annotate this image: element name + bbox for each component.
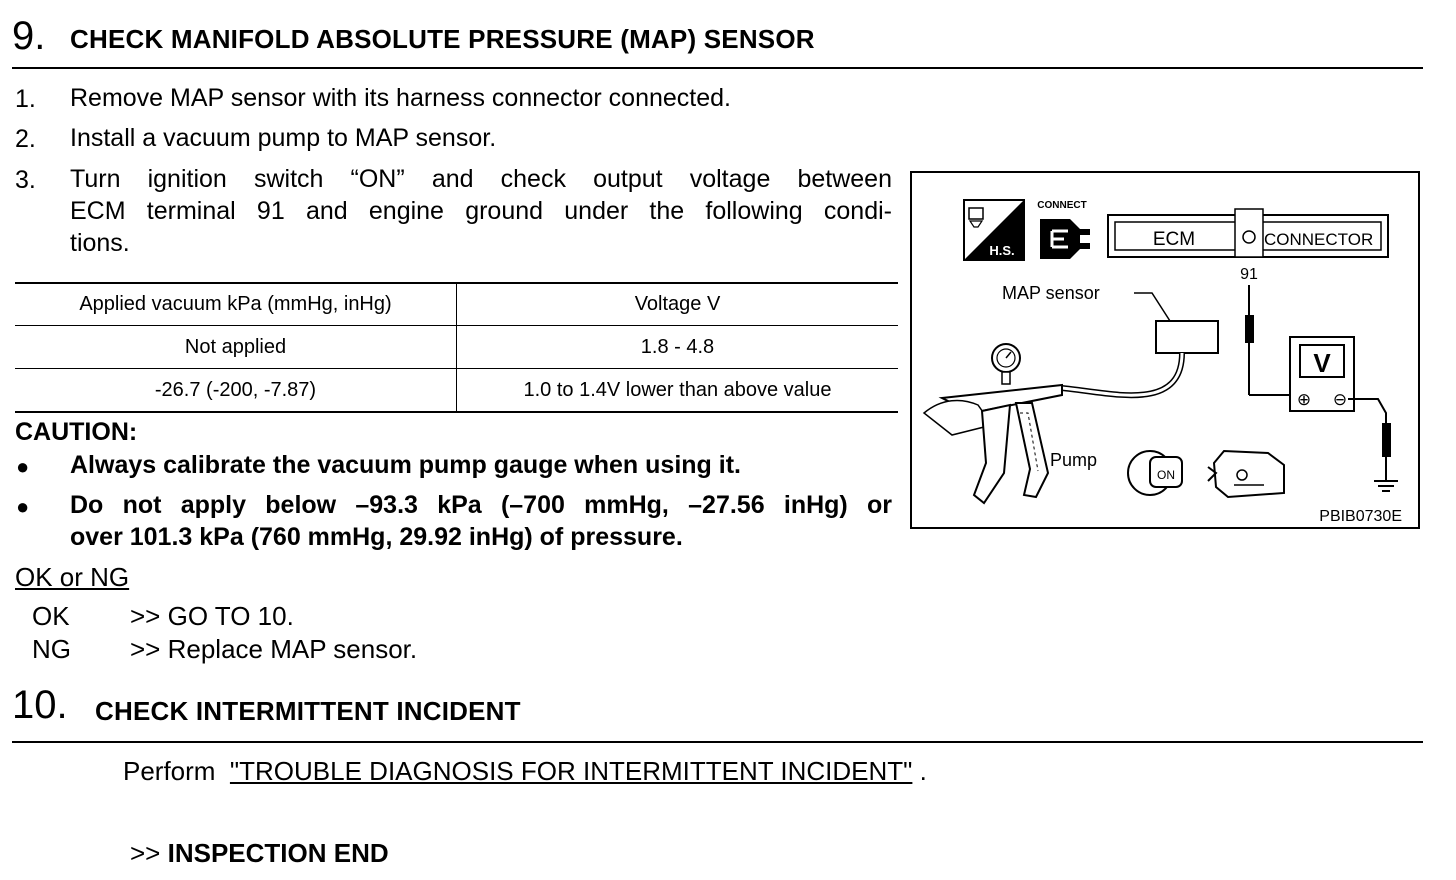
ok-action: >> GO TO 10.	[130, 601, 294, 631]
caution-label: CAUTION:	[15, 418, 138, 446]
item-3-number: 3.	[15, 166, 36, 194]
probe-icon	[1245, 315, 1254, 343]
table-row	[15, 326, 898, 369]
step-9-title: CHECK MANIFOLD ABSOLUTE PRESSURE (MAP) SENSOR	[70, 24, 815, 54]
meter-label: V	[1313, 348, 1331, 378]
ground-icon	[1374, 473, 1398, 491]
ignition-key-icon	[1128, 451, 1182, 495]
ng-action: >> Replace MAP sensor.	[130, 634, 418, 664]
table-cell: Not applied	[15, 326, 457, 369]
item-3-line-2: ECM terminal 91 and engine ground under the following condi-	[70, 197, 892, 225]
leader-line	[1134, 293, 1170, 321]
vacuum-pump-icon	[924, 344, 1062, 503]
ok-ng-heading: OK or NG	[15, 562, 130, 592]
connector-label: CONNECTOR	[1264, 230, 1374, 249]
table-header-voltage: Voltage V	[634, 293, 721, 315]
connect-label: CONNECT	[1037, 200, 1087, 211]
perform-suffix: .	[919, 756, 927, 786]
vacuum-voltage-table	[15, 282, 898, 413]
wiring-diagram	[912, 173, 1418, 527]
inspection-end-arrow: >>	[130, 838, 161, 868]
trouble-diagnosis-link[interactable]: "TROUBLE DIAGNOSIS FOR INTERMITTENT INCIDENT"	[229, 756, 913, 786]
caution-bullet-2-line-1: Do not apply below –93.3 kPa (–700 mmHg, –27.56 inHg) or	[70, 491, 892, 519]
map-sensor-icon	[1156, 321, 1218, 353]
item-3-line-3: tions.	[70, 229, 130, 257]
table-cell: -26.7 (-200, -7.87)	[15, 369, 457, 413]
step-9-number: 9.	[12, 14, 46, 58]
item-2-text: Install a vacuum pump to MAP sensor.	[70, 124, 497, 152]
step-10-number: 10.	[12, 683, 68, 727]
ng-label: NG	[32, 634, 71, 664]
probe-icon	[1382, 423, 1391, 457]
engine-icon	[1208, 451, 1284, 497]
item-3-line-1: Turn ignition switch “ON” and check output voltage between	[70, 165, 892, 193]
figure-code: PBIB0730E	[1319, 508, 1402, 525]
map-sensor-label: MAP sensor	[1002, 283, 1100, 303]
step-9-divider	[12, 67, 1423, 69]
step-10-title: CHECK INTERMITTENT INCIDENT	[95, 696, 521, 726]
hs-label: H.S.	[989, 243, 1015, 258]
table-header-row	[15, 283, 898, 326]
inspection-end-text: INSPECTION END	[167, 838, 389, 868]
key-on-label: ON	[1157, 468, 1175, 482]
minus-terminal: ⊖	[1332, 390, 1348, 410]
hs-icon	[964, 200, 1024, 260]
caution-bullet-2-line-2: over 101.3 kPa (760 mmHg, 29.92 inHg) of pressure.	[70, 523, 683, 551]
terminal-number: 91	[1240, 266, 1258, 283]
table-cell: 1.0 to 1.4V lower than above value	[457, 369, 899, 413]
ecm-label: ECM	[1152, 229, 1196, 250]
connect-icon	[1037, 200, 1090, 259]
caution-bullet-1: Always calibrate the vacuum pump gauge when using it.	[70, 451, 741, 479]
bullet-icon: ●	[16, 494, 30, 519]
table-cell: 1.8 - 4.8	[457, 326, 899, 369]
item-1-text: Remove MAP sensor with its harness connector connected.	[70, 84, 731, 112]
inspection-end	[130, 838, 389, 869]
voltmeter-icon	[1290, 337, 1354, 411]
plus-terminal: ⊕	[1296, 390, 1312, 410]
perform-prefix: Perform	[123, 756, 216, 786]
item-2-number: 2.	[15, 125, 36, 153]
ok-label: OK	[32, 601, 70, 631]
table-header-vacuum: Applied vacuum kPa (mmHg, inHg)	[15, 283, 457, 326]
pump-label: Pump	[1050, 450, 1098, 470]
ecm-connector	[1108, 209, 1388, 257]
item-1-number: 1.	[15, 85, 36, 113]
step-10-divider	[12, 741, 1423, 743]
bullet-icon: ●	[16, 454, 30, 479]
table-row	[15, 369, 898, 413]
map-sensor-test-figure	[910, 171, 1420, 529]
perform-line	[123, 756, 927, 787]
